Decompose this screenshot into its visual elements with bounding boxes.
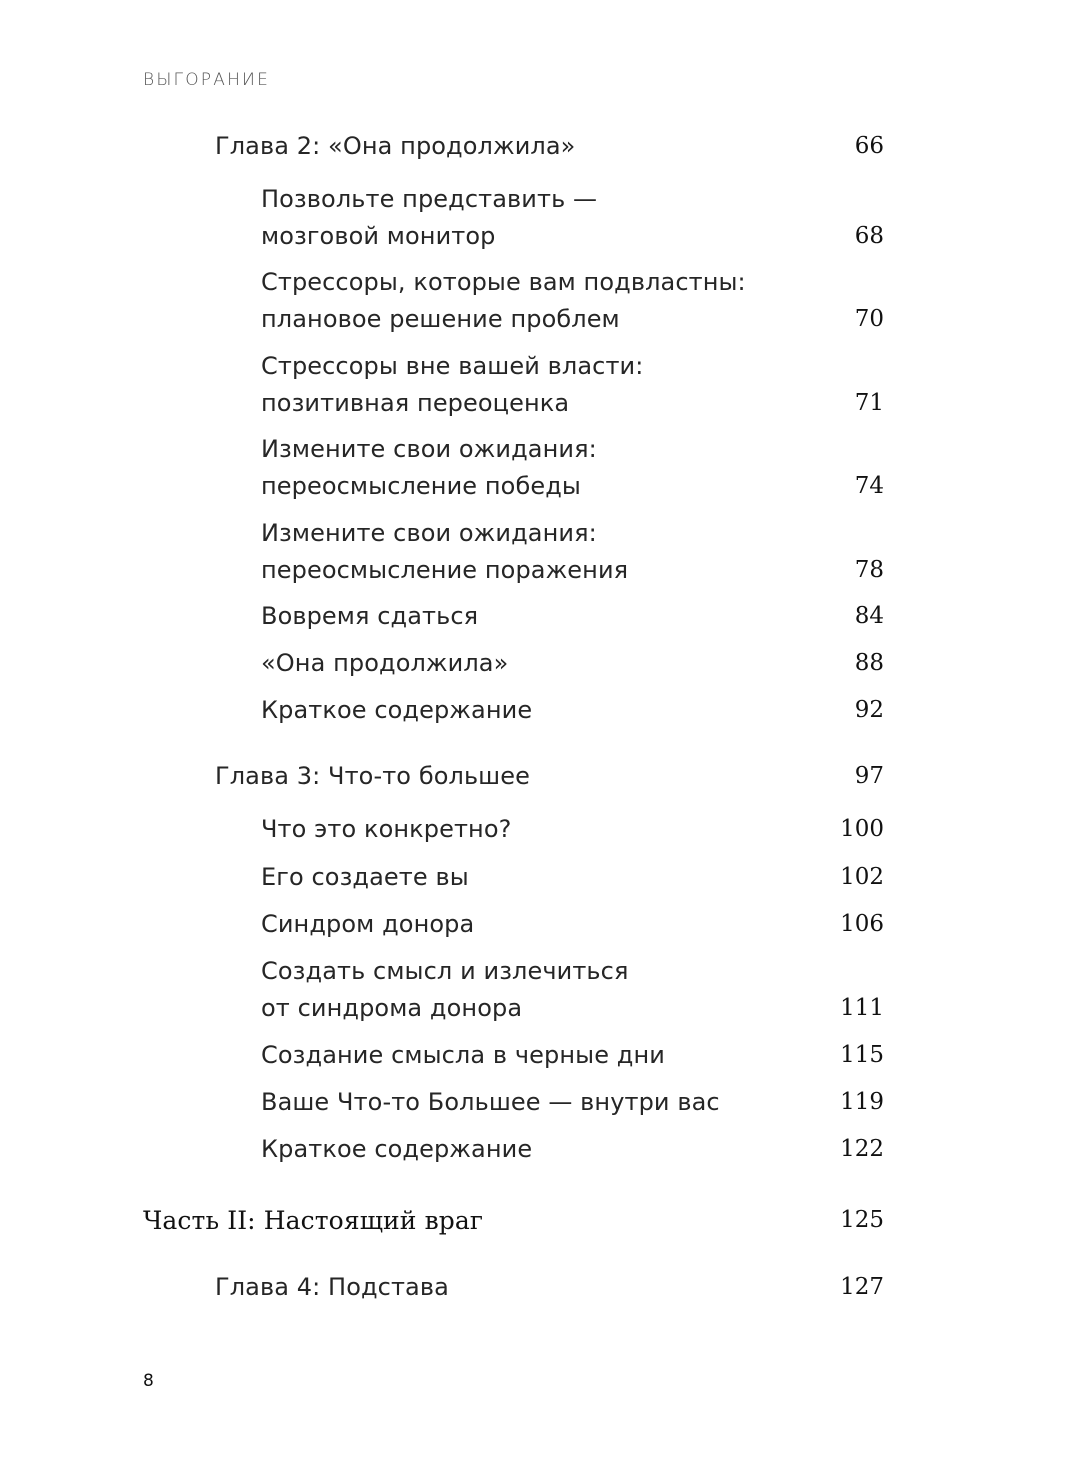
toc-page-number: 125 [840, 1207, 884, 1233]
toc-title-line: Часть II: Настоящий враг [143, 1206, 484, 1235]
toc-title-line: переосмысление поражения [261, 556, 629, 584]
toc-page-number: 88 [854, 650, 884, 676]
toc-title-line: Краткое содержание [261, 696, 533, 724]
toc-page-number: 97 [854, 763, 884, 789]
toc-title-line: Стрессоры, которые вам подвластны: [261, 268, 746, 296]
toc-page-number: 78 [854, 557, 884, 583]
toc-entry-title [215, 758, 530, 795]
toc-page-number: 102 [840, 864, 884, 890]
toc-entry-title [261, 645, 508, 682]
toc-title-line: Позвольте представить — [261, 185, 598, 213]
toc-entry-title [261, 906, 474, 943]
toc-title-line: Стрессоры вне вашей власти: [261, 352, 644, 380]
toc-page-number: 70 [854, 306, 884, 332]
toc-entry-title [261, 811, 511, 848]
toc-page-number: 115 [840, 1042, 884, 1068]
toc-title-line: Его создаете вы [261, 863, 469, 891]
toc-title-line: плановое решение проблем [261, 305, 620, 333]
toc-entry-title [261, 348, 643, 422]
toc-page-number: 100 [840, 816, 884, 842]
toc-title-line: мозговой монитор [261, 222, 496, 250]
toc-title-line: «Она продолжила» [261, 649, 509, 677]
toc-title-line: от синдрома донора [261, 994, 523, 1022]
toc-page-number: 92 [854, 697, 884, 723]
toc-title-line: Вовремя сдаться [261, 602, 479, 630]
toc-title-line: Ваше Что-то Большее — внутри вас [261, 1088, 720, 1116]
toc-page-number: 122 [840, 1136, 884, 1162]
toc-entry-title [261, 1037, 665, 1074]
toc-entry-title [261, 515, 628, 589]
toc-entry-title [215, 128, 575, 165]
toc-entry-title [261, 1131, 532, 1168]
toc-page-number: 74 [854, 473, 884, 499]
toc-title-line: Измените свои ожидания: [261, 519, 597, 547]
running-head: ВЫГОРАНИЕ [143, 70, 271, 90]
toc-entry-title [261, 692, 532, 729]
toc-title-line: Что это конкретно? [261, 815, 512, 843]
toc-page-number: 68 [854, 223, 884, 249]
toc-title-line: Создание смысла в черные дни [261, 1041, 665, 1069]
toc-title-line: Создать смысл и излечиться [261, 957, 629, 985]
toc-page-number: 119 [840, 1089, 884, 1115]
toc-title-line: переосмысление победы [261, 472, 581, 500]
toc-title-line: Глава 2: «Она продолжила» [215, 132, 576, 160]
toc-page-number: 111 [840, 995, 884, 1021]
toc-title-line: Глава 3: Что-то большее [215, 762, 530, 790]
toc-entry-title [261, 1084, 720, 1121]
toc-entry-title [261, 598, 478, 635]
toc-page-number: 66 [854, 133, 884, 159]
toc-title-line: Краткое содержание [261, 1135, 533, 1163]
toc-entry-title [143, 1202, 483, 1239]
toc-page-number: 106 [840, 911, 884, 937]
toc-title-line: Синдром донора [261, 910, 475, 938]
toc-entry-title [261, 431, 597, 505]
toc-entry-title [261, 859, 469, 896]
toc-page-number: 71 [854, 390, 884, 416]
toc-title-line: позитивная переоценка [261, 389, 570, 417]
page-number-folio: 8 [143, 1371, 154, 1391]
toc-title-line: Измените свои ожидания: [261, 435, 597, 463]
toc-entry-title [215, 1269, 449, 1306]
toc-entry-title [261, 264, 746, 338]
toc-entry-title [261, 953, 629, 1027]
toc-entry-title [261, 181, 597, 255]
toc-page-number: 127 [840, 1274, 884, 1300]
toc-page-number: 84 [854, 603, 884, 629]
toc-title-line: Глава 4: Подстава [215, 1273, 449, 1301]
